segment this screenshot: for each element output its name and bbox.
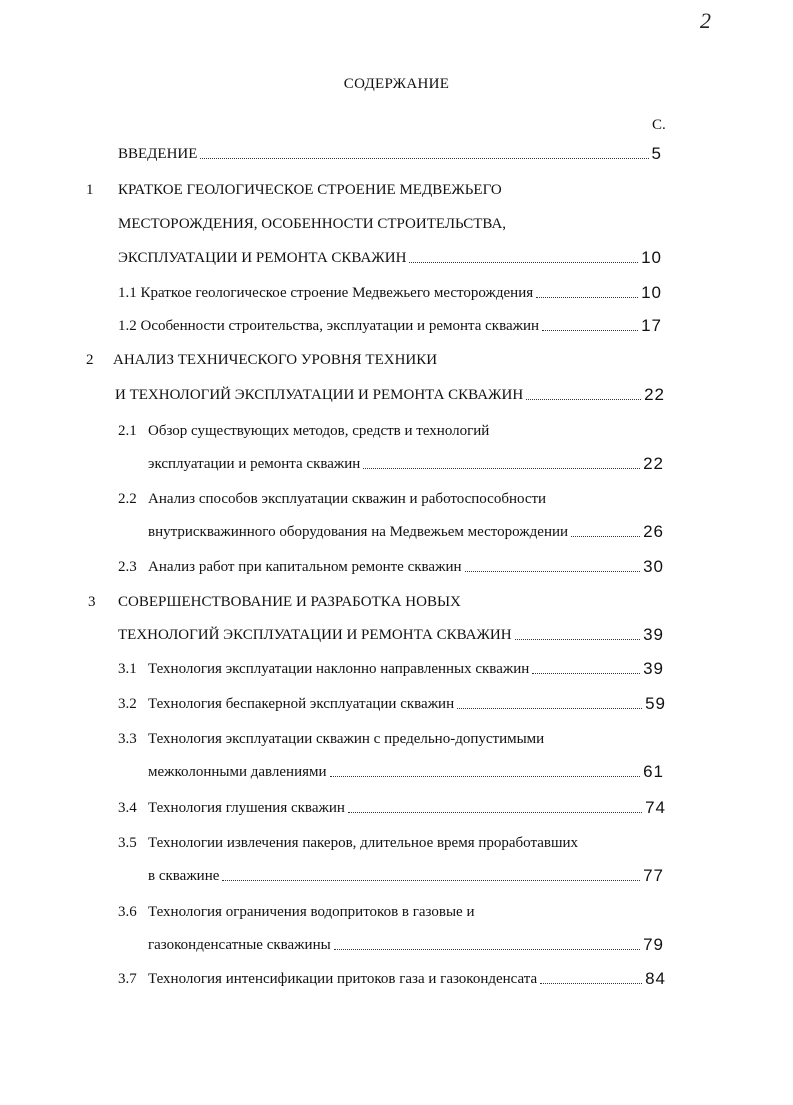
leader-dots: [465, 571, 641, 572]
toc-entry-text: КРАТКОЕ ГЕОЛОГИЧЕСКОЕ СТРОЕНИЕ МЕДВЕЖЬЕГО: [118, 182, 502, 198]
toc-entry-text: Технология ограничения водопритоков в газовые и: [148, 904, 475, 920]
toc-page-number: 39: [643, 625, 664, 644]
toc-page-number: 22: [644, 385, 665, 404]
toc-entry-s2[interactable]: [115, 385, 665, 405]
subsection-number: 3.4: [118, 800, 137, 816]
leader-dots: [334, 949, 640, 950]
toc-page-number: 5: [651, 144, 662, 163]
leader-dots: [536, 297, 638, 298]
leader-dots: [409, 262, 638, 263]
toc-page-number: 10: [641, 248, 662, 267]
leader-dots: [526, 399, 641, 400]
toc-entry-s2-3[interactable]: [148, 557, 664, 577]
toc-entry-intro[interactable]: [118, 144, 662, 164]
toc-entry-text: Анализ работ при капитальном ремонте скважин: [148, 559, 462, 575]
toc-entry-text: в скважине: [148, 868, 220, 884]
subsection-number: 3.3: [118, 731, 137, 747]
toc-entry-s3[interactable]: [118, 625, 664, 645]
toc-entry-text: АНАЛИЗ ТЕХНИЧЕСКОГО УРОВНЯ ТЕХНИКИ: [113, 352, 438, 368]
toc-entry-text: Обзор существующих методов, средств и технологий: [148, 423, 490, 439]
subsection-number: 3.1: [118, 661, 137, 677]
toc-page-number: 61: [643, 762, 664, 781]
leader-dots: [515, 639, 641, 640]
toc-entry-text: межколонными давлениями: [148, 764, 327, 780]
toc-entry-s3-6[interactable]: [148, 935, 664, 955]
toc-entry-text: ЭКСПЛУАТАЦИИ И РЕМОНТА СКВАЖИН: [118, 250, 407, 266]
leader-dots: [540, 983, 642, 984]
toc-entry-text: Технология эксплуатации скважин с предельно-допустимыми: [148, 731, 545, 747]
toc-page-number: 39: [643, 659, 664, 678]
leader-dots: [330, 776, 641, 777]
toc-page-number: 59: [645, 694, 666, 713]
toc-page-number: 84: [645, 969, 666, 988]
subsection-number: 3.7: [118, 971, 137, 987]
toc-entry-text: Технология беспакерной эксплуатации скважин: [148, 696, 455, 712]
subsection-number: 3.5: [118, 835, 137, 851]
toc-entry-s3-1[interactable]: [148, 659, 664, 679]
page-column-label: С.: [652, 117, 666, 133]
toc-page-number: 77: [643, 866, 664, 885]
toc-page-number: 26: [643, 522, 664, 541]
toc-entry-s3-5[interactable]: [148, 866, 664, 886]
leader-dots: [532, 673, 640, 674]
toc-entry-text: внутрискважинного оборудования на Медвежьем месторождении: [148, 524, 569, 540]
toc-entry-s3-4[interactable]: [148, 798, 666, 818]
toc-entry-text: СОВЕРШЕНСТВОВАНИЕ И РАЗРАБОТКА НОВЫХ: [118, 594, 461, 610]
toc-page-number: 74: [645, 798, 666, 817]
page-title: СОДЕРЖАНИЕ: [343, 76, 450, 92]
toc-entry-text: ТЕХНОЛОГИЙ ЭКСПЛУАТАЦИИ И РЕМОНТА СКВАЖИН: [118, 627, 512, 643]
toc-entry-text: И ТЕХНОЛОГИЙ ЭКСПЛУАТАЦИИ И РЕМОНТА СКВАЖИН: [115, 387, 524, 403]
toc-entry-s3-7[interactable]: [148, 969, 666, 989]
section-number: 1: [86, 182, 94, 198]
toc-entry-s1[interactable]: [118, 248, 662, 268]
subsection-number: 3.2: [118, 696, 137, 712]
leader-dots: [200, 158, 648, 159]
toc-entry-text: Технология глушения скважин: [148, 800, 345, 816]
page-number: 2: [700, 8, 711, 33]
toc-entry-text: Технология эксплуатации наклонно направленных скважин: [148, 661, 530, 677]
toc-entry-s2-2[interactable]: [148, 522, 664, 542]
leader-dots: [363, 468, 640, 469]
toc-entry-s1-1[interactable]: [118, 283, 662, 303]
toc-entry-text: 1.1 Краткое геологическое строение Медвежьего месторождения: [118, 285, 534, 301]
toc-page-number: 79: [643, 935, 664, 954]
toc-entry-s3-2[interactable]: [148, 694, 666, 714]
toc-entry-s3-3[interactable]: [148, 762, 664, 782]
toc-entry-s2-1[interactable]: [148, 454, 664, 474]
leader-dots: [348, 812, 642, 813]
toc-entry-text: МЕСТОРОЖДЕНИЯ, ОСОБЕННОСТИ СТРОИТЕЛЬСТВА,: [118, 216, 507, 232]
section-number: 3: [88, 594, 96, 610]
toc-entry-text: эксплуатации и ремонта скважин: [148, 456, 361, 472]
toc-entry-text: 1.2 Особенности строительства, эксплуатации и ремонта скважин: [118, 318, 540, 334]
subsection-number: 2.3: [118, 559, 137, 575]
toc-entry-text: Анализ способов эксплуатации скважин и работоспособности: [148, 491, 547, 507]
toc-entry-text: Технология интенсификации притоков газа и газоконденсата: [148, 971, 538, 987]
toc-page-number: 30: [643, 557, 664, 576]
toc-entry-s1-2[interactable]: [118, 316, 662, 336]
subsection-number: 3.6: [118, 904, 137, 920]
leader-dots: [542, 330, 638, 331]
leader-dots: [222, 880, 640, 881]
subsection-number: 2.1: [118, 423, 137, 439]
subsection-number: 2.2: [118, 491, 137, 507]
leader-dots: [457, 708, 642, 709]
toc-entry-text: газоконденсатные скважины: [148, 937, 331, 953]
toc-page-number: 10: [641, 283, 662, 302]
toc-page-number: 22: [643, 454, 664, 473]
toc-page-number: 17: [641, 316, 662, 335]
leader-dots: [571, 536, 640, 537]
toc-entry-text: ВВЕДЕНИЕ: [118, 146, 198, 162]
toc-entry-text: Технологии извлечения пакеров, длительное время проработавших: [148, 835, 579, 851]
section-number: 2: [86, 352, 94, 368]
